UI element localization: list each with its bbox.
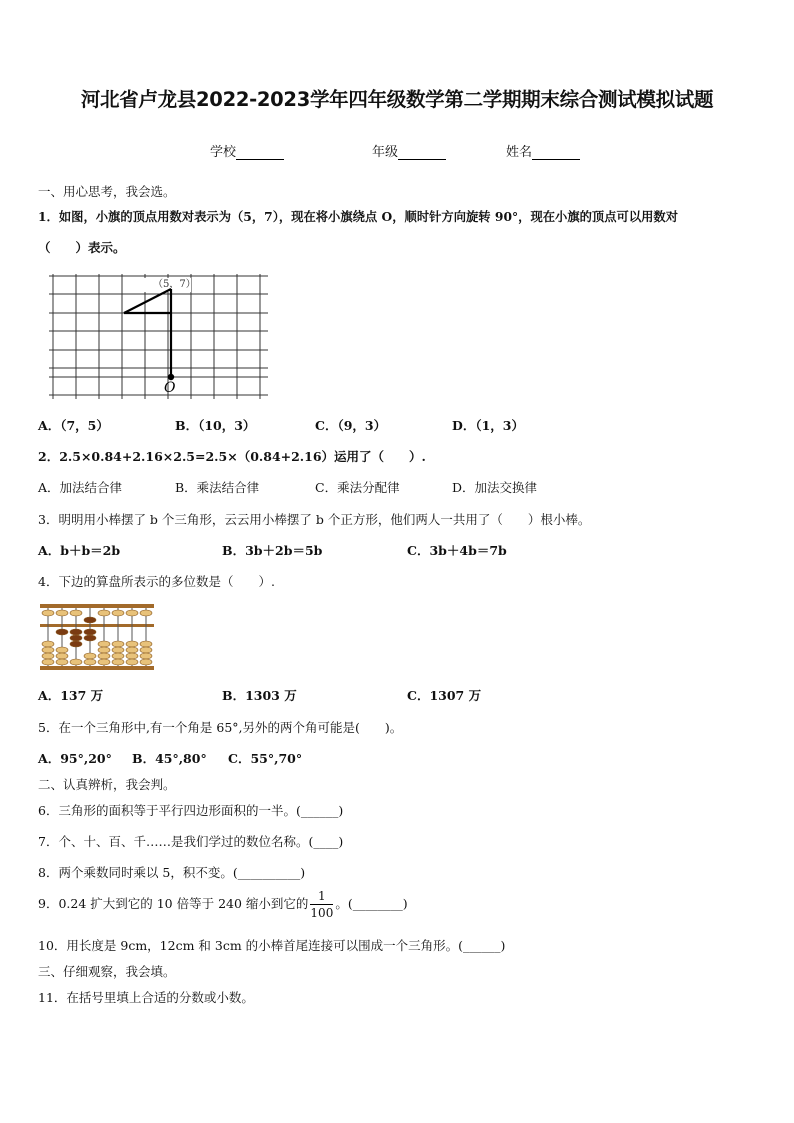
q5-option-c[interactable]: C．55°,70° bbox=[228, 751, 303, 766]
section-3-heading: 三、仔细观察，我会填。 bbox=[38, 964, 176, 979]
name-field[interactable] bbox=[506, 141, 580, 160]
grade-label: 年级 bbox=[372, 145, 399, 160]
q3-option-c[interactable]: C．3b＋4b＝7b bbox=[407, 543, 507, 558]
q3-option-a[interactable]: A．b＋b＝2b bbox=[38, 543, 121, 558]
grade-field[interactable] bbox=[372, 141, 446, 160]
abacus-figure bbox=[40, 604, 154, 670]
q1-option-a[interactable]: A．（7，5） bbox=[38, 418, 109, 433]
flag-top-label: （5，7） bbox=[153, 279, 196, 290]
q1-option-c[interactable]: C．（9，3） bbox=[315, 418, 387, 433]
q1-stem-line1: 1．如图，小旗的顶点用数对表示为（5，7），现在将小旗绕点 O，顺时针方向旋转 90°，现在小旗的顶点可以用数对 bbox=[38, 209, 679, 224]
q7-stem: 7．个、十、百、千……是我们学过的数位名称。(____) bbox=[38, 834, 344, 849]
q4-stem: 4．下边的算盘所表示的多位数是（ ）. bbox=[38, 574, 275, 589]
page-title: 河北省卢龙县2022-2023学年四年级数学第二学期期末综合测试模拟试题 bbox=[80, 88, 714, 111]
q4-option-a[interactable]: A．137 万 bbox=[38, 688, 104, 703]
q9-fraction: $\frac{1}{100}$ bbox=[310, 889, 334, 920]
q1-stem-line2: （ ）表示。 bbox=[38, 240, 126, 255]
q1-grid-figure bbox=[40, 270, 280, 405]
section-1-heading: 一、用心思考，我会选。 bbox=[38, 184, 176, 199]
q2-stem: 2．2.5×0.84+2.16×2.5=2.5×（0.84+2.16）运用了（ ）. bbox=[38, 449, 426, 464]
q5-option-b[interactable]: B．45°,80° bbox=[132, 751, 207, 766]
q2-option-c[interactable]: C．乘法分配律 bbox=[315, 480, 400, 495]
q4-option-c[interactable]: C．1307 万 bbox=[407, 688, 482, 703]
q2-option-a[interactable]: A．加法结合律 bbox=[38, 480, 123, 495]
q9-text-pre: 9．0.24 扩大到它的 10 倍等于 240 缩小到它的 bbox=[38, 896, 309, 911]
q9-stem bbox=[38, 888, 408, 921]
q4-option-b[interactable]: B．1303 万 bbox=[222, 688, 297, 703]
name-label: 姓名 bbox=[506, 145, 533, 160]
school-field[interactable] bbox=[210, 141, 284, 160]
q3-stem: 3．明明用小棒摆了 b 个三角形，云云用小棒摆了 b 个正方形，他们两人一共用了（ ）根小棒。 bbox=[38, 512, 591, 527]
q9-text-post: 。(________) bbox=[335, 896, 408, 911]
q2-option-b[interactable]: B．乘法结合律 bbox=[175, 480, 260, 495]
flag-shape bbox=[124, 289, 171, 377]
school-label: 学校 bbox=[210, 145, 237, 160]
q11-stem: 11．在括号里填上合适的分数或小数。 bbox=[38, 990, 254, 1005]
q1-option-d[interactable]: D．（1，3） bbox=[452, 418, 524, 433]
origin-label: O bbox=[164, 380, 176, 396]
q5-option-a[interactable]: A．95°,20° bbox=[38, 751, 112, 766]
q3-option-b[interactable]: B．3b＋2b＝5b bbox=[222, 543, 323, 558]
section-2-heading: 二、认真辨析，我会判。 bbox=[38, 777, 176, 792]
q1-option-b[interactable]: B．（10，3） bbox=[175, 418, 256, 433]
q5-stem: 5．在一个三角形中,有一个角是 65°,另外的两个角可能是( )。 bbox=[38, 720, 403, 735]
grid-lines bbox=[49, 274, 268, 399]
q8-stem: 8．两个乘数同时乘以 5，积不变。(__________) bbox=[38, 865, 306, 880]
q10-stem: 10．用长度是 9cm，12cm 和 3cm 的小棒首尾连接可以围成一个三角形。(______) bbox=[38, 938, 506, 953]
q6-stem: 6．三角形的面积等于平行四边形面积的一半。(______) bbox=[38, 803, 344, 818]
q2-option-d[interactable]: D．加法交换律 bbox=[452, 480, 538, 495]
